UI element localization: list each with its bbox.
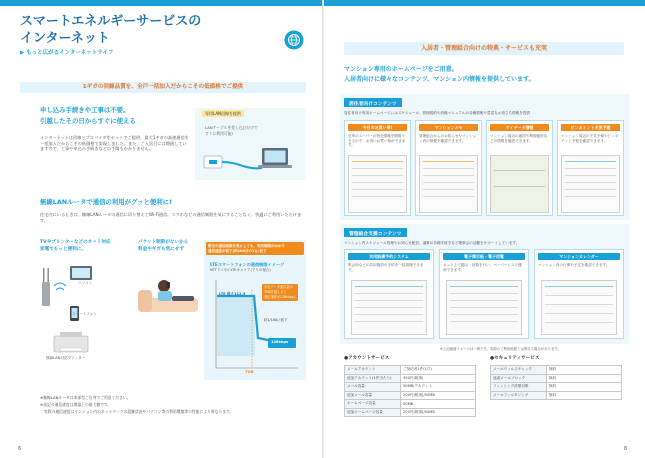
table-cell: 200円(税別)/50MB [401, 391, 476, 400]
management-contents-desc: マンション内スケジュール管理やお知らせ配信、議事の各種手続きなど理事会の活動をサポートしています。 [344, 241, 520, 245]
card-mydata-map-thumb [490, 155, 549, 213]
services-header: 入居者・管理組合向けの特典・サービスも充実 [420, 45, 547, 52]
card-bulletin [439, 249, 529, 339]
table-cell: 追加ホームページ容量 [345, 408, 401, 417]
col1-heading-line2: 家電でもっと便利に。 [40, 247, 86, 252]
screenshot-disclaimer: ※上記画面イメージは一例です。実際のご利用画面とは異なる場合があります。 [440, 347, 561, 351]
security-service-table [490, 365, 622, 400]
label-smartphone: スマートフォン [72, 312, 97, 316]
card-bargain [344, 120, 411, 216]
footnote-1: ※無線LANルータは本部型ご自身でご用意ください。 [40, 395, 131, 400]
table-cell: メール容量 [345, 383, 401, 392]
graph-7gb-label: 7GB [245, 369, 254, 374]
speed-drop-chart [208, 276, 302, 376]
card-weather [557, 120, 624, 216]
table-cell: 50MB [401, 400, 476, 409]
card-calendar [534, 249, 624, 339]
card-facility-booking-thumb [351, 280, 427, 335]
table-cell: 350円(税別) [401, 374, 476, 383]
table-row [345, 400, 476, 409]
table-cell: 無料 [547, 374, 622, 383]
lan-tag: 専用LAN回線を提供 [202, 110, 244, 117]
col1-heading-line1: TVやプリンターなどのネット対応 [40, 240, 111, 245]
graph-lte-label: LTE 最大112.5 [219, 292, 246, 296]
graph-callout-line1: 自宅データ通信量が [264, 285, 293, 289]
section1-heading-line1: 申し込み手続きや工事は不要。 [40, 106, 130, 114]
card-facility-booking-title: 共用設備予約システム [348, 253, 430, 260]
table-cell: 200円(税別)/50MB [401, 408, 476, 417]
graph-note-line2: 通信速度が低下(約100分の1)に低下 [208, 249, 267, 253]
graph-low-label: 約1/100に低下 [264, 318, 288, 322]
page-title-line1: スマートエネルギーサービスの [20, 14, 202, 29]
table-cell: 無料 [547, 383, 622, 392]
top-stripe-left [0, 0, 322, 6]
lan-caption-line2: すぐに利用可能! [205, 131, 234, 136]
graph-callout-line3: 通信速度が128kbpsに [264, 295, 297, 299]
card-facility-booking-body: 集会所などの共用施設の予約を一括管理できます。 [348, 263, 424, 272]
label-printer: 無線LAN対応プリンター [46, 356, 86, 360]
graph-128kbps-label: 128kbps [271, 339, 289, 344]
card-calendar-thumb [541, 280, 617, 335]
table-row [345, 408, 476, 417]
card-weather-title: ピンポイント天気予報 [561, 124, 620, 131]
sofa-user-illustration [134, 258, 202, 328]
col2-heading-line1: パケット制限がないから [138, 240, 189, 245]
table-row [491, 391, 622, 400]
page-number-left: 6 [18, 446, 22, 452]
table-cell: ご契約者1件(1戸) [401, 366, 476, 375]
col2-heading-line2: 料金やギガも気にせず [138, 247, 184, 252]
table-row [345, 374, 476, 383]
table-row [345, 383, 476, 392]
footnote-3: 実際の通信速度はマンション内のネットワークの混雑状況やパソコン等の利用環境等の性能により異なります。 [44, 409, 234, 414]
label-pc: パソコン [78, 281, 93, 285]
card-bargain-body: 近所のスーパーの特売情報を閲覧できるので、お得にお買い物ができます。 [348, 134, 406, 148]
table-cell: フィッシング詐欺対策 [491, 383, 547, 392]
globe-icon [284, 30, 304, 50]
management-contents-ribbon: 管理組合支援コンテンツ [344, 228, 407, 237]
card-calendar-body: マンション内の行事や予定を確認できます。 [538, 263, 610, 267]
section2-body: 住宅内にいるときは、無線LANルータの通信に切り替えてWi-Fi通信。スマホなどの通信制限を気にすることなく、快適にご利用いただけます。 [40, 212, 302, 223]
table-cell: 追加アカウント(1件当たり) [345, 374, 401, 383]
table-cell: 追加メール容量 [345, 391, 401, 400]
table-cell: メールフィルタリング [491, 391, 547, 400]
table-cell: 迷惑メールブロック [491, 374, 547, 383]
card-memo [415, 120, 482, 216]
card-mydata-body: マンション周辺の地図や利便施設などの情報を確認できます。 [490, 134, 548, 143]
card-calendar-title: マンションカレンダー [538, 253, 620, 260]
card-memo-body: 管理組合からのお知らせやマンション内の情報を確認できます。 [419, 134, 477, 143]
page-title-line2: インターネット [20, 31, 110, 46]
graph-subtitle: NTTドコモのLTEキャリア(下りの場合) [210, 268, 271, 272]
table-row [491, 366, 622, 375]
resident-contents-ribbon: 居住者向けコンテンツ [344, 98, 402, 107]
card-facility-booking [344, 249, 434, 339]
lan-caption-line1: LANケーブルを差し込むだけで [205, 125, 258, 130]
table-cell: メールアカウント [345, 366, 401, 375]
table-row [491, 374, 622, 383]
footnote-2: ※表記の通信速度は理論上の最大値です。 [40, 402, 112, 407]
graph-title: LTEスマートフォンの通信制限イメージ [210, 262, 285, 267]
card-memo-title: マンションメモ [419, 124, 478, 131]
table-row [491, 383, 622, 392]
top-stripe-right [324, 0, 645, 6]
graph-note-line1: 限定の通信制限を気にしても、利用制限がかかり [208, 243, 285, 248]
card-bulletin-body: ネット上で掲示・回覧を行い、ペーパーレスで運用できます。 [443, 263, 522, 272]
table-row [345, 366, 476, 375]
page-fold [322, 0, 324, 458]
card-bargain-title: 今日のお買い得! [348, 124, 407, 131]
resident-contents-desc: 居住者向け専用ホームページにはスケジュール、管理規約や設備マニュアルの各種情報や豊富なお役立ち情報を提供 [344, 111, 531, 115]
page-number-right: 8 [623, 446, 627, 452]
account-service-title: ●アカウントサービス [344, 356, 390, 361]
table-cell: 50MB/アカウント [401, 383, 476, 392]
card-mydata-title: マイデータ情報 [490, 124, 549, 131]
card-mydata [486, 120, 553, 216]
card-bulletin-title: 電子掲示板・電子回覧 [443, 253, 525, 260]
card-memo-thumb [419, 155, 478, 213]
section2-heading: 無線LANルータで通信の利用がグッと便利に! [40, 198, 172, 206]
table-cell: ホームページ容量 [345, 400, 401, 409]
account-service-table [344, 365, 476, 417]
table-cell: 無料 [547, 391, 622, 400]
card-weather-body: マンション周辺の天気予報やピンポイント予報を確認できます。 [561, 134, 619, 143]
card-bargain-thumb [348, 155, 407, 213]
security-service-title: ●セキュリティサービス [490, 356, 540, 361]
section1-heading-line2: 引越したその日からすぐに使える [40, 117, 136, 125]
section1-body: インターネットは回線とプロバイダをセットでご提供。最大1ギガの高速通信を一括加入だからこその低価格で実現しました。また、ご入居日には開通していますので、工事や申込み手続きなどの手間もかかりません。 [40, 135, 189, 152]
gigabit-banner-text: 1ギガの回線品質を、全戸一括加入だからこその低価格でご提供 [82, 84, 244, 90]
services-intro-line1: マンション専用のホームページをご用意。 [344, 66, 458, 73]
card-bulletin-thumb [446, 280, 522, 335]
table-cell: メールウィルスチェック [491, 366, 547, 375]
table-cell: 無料 [547, 366, 622, 375]
page-subtitle: ▶ もっと広がるインターネットライフ [20, 50, 114, 56]
services-intro-line2: 入居者向けに様々なコンテンツ、マンション内情報を提供しています。 [344, 76, 535, 83]
graph-callout-line2: 7GBを超えると [264, 290, 287, 294]
table-row [345, 391, 476, 400]
card-weather-thumb [561, 155, 620, 213]
lan-cable-laptop-icon [200, 138, 300, 178]
